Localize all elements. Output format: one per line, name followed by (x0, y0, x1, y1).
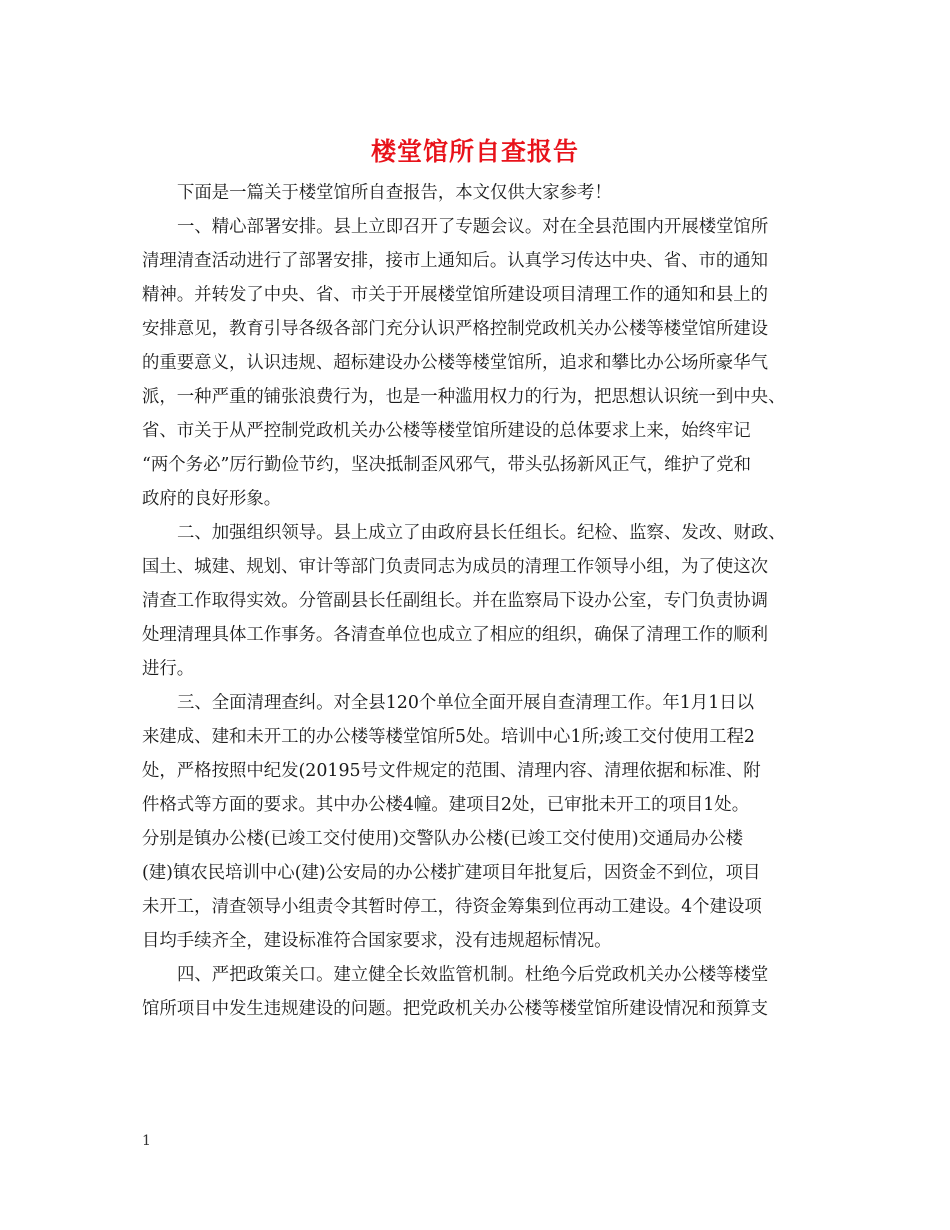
text-line: 馆所项目中发生违规建设的问题。把党政机关办公楼等楼堂馆所建设情况和预算支 (142, 999, 769, 1019)
text-line: 的重要意义，认识违规、超标建设办公楼等楼堂馆所，追求和攀比办公场所豪华气 (142, 353, 769, 373)
text-line: 分别是镇办公楼(已竣工交付使用)交警队办公楼(已竣工交付使用)交通局办公楼 (142, 829, 744, 849)
text-line: 二、加强组织领导。县上成立了由政府县长任组长。纪检、监察、发改、财政、 (177, 523, 786, 543)
text-line: 省、市关于从严控制党政机关办公楼等楼堂馆所建设的总体要求上来，始终牢记 (142, 421, 751, 441)
text-line: 目均手续齐全，建设标准符合国家要求，没有违规超标情况。 (142, 931, 612, 951)
text-line: 三、全面清理查纠。对全县120个单位全面开展自查清理工作。年1月1日以 (177, 693, 755, 713)
page-number: 1 (142, 1133, 151, 1149)
text-line: 未开工，清查领导小组责令其暂时停工，待资金筹集到位再动工建设。4个建设项 (142, 897, 762, 917)
text-line: 派，一种严重的铺张浪费行为，也是一种滥用权力的行为，把思想认识统一到中央、 (142, 387, 786, 407)
text-line: 件格式等方面的要求。其中办公楼4幢。建项目2处，已审批未开工的项目1处。 (142, 795, 750, 815)
text-line: 政府的良好形象。 (142, 489, 282, 509)
text-line: 精神。并转发了中央、省、市关于开展楼堂馆所建设项目清理工作的通知和县上的 (142, 285, 769, 305)
text-line: 清理清查活动进行了部署安排，接市上通知后。认真学习传达中央、省、市的通知 (142, 251, 769, 271)
text-line: 来建成、建和未开工的办公楼等楼堂馆所5处。培训中心1所;竣工交付使用工程2 (142, 727, 755, 747)
text-line: 安排意见，教育引导各级各部门充分认识严格控制党政机关办公楼等楼堂馆所建设 (142, 319, 769, 339)
text-line: 进行。 (142, 659, 195, 679)
text-line: (建)镇农民培训中心(建)公安局的办公楼扩建项目年批复后，因资金不到位，项目 (142, 863, 761, 883)
text-line: 四、严把政策关口。建立健全长效监管机制。杜绝今后党政机关办公楼等楼堂 (177, 965, 769, 985)
text-line: 国土、城建、规划、审计等部门负责同志为成员的清理工作领导小组，为了使这次 (142, 557, 769, 577)
text-line: 处理清理具体工作事务。各清查单位也成立了相应的组织，确保了清理工作的顺利 (142, 625, 769, 645)
text-line: 处，严格按照中纪发(20195号文件规定的范围、清理内容、清理依据和标准、附 (142, 761, 761, 781)
text-line: 清查工作取得实效。分管副县长任副组长。并在监察局下设办公室，专门负责协调 (142, 591, 769, 611)
document-title: 楼堂馆所自查报告 (370, 137, 579, 166)
text-line: 一、精心部署安排。县上立即召开了专题会议。对在全县范围内开展楼堂馆所 (177, 217, 769, 237)
text-line: 下面是一篇关于楼堂馆所自查报告，本文仅供大家参考！ (177, 183, 612, 203)
text-line: “两个务必”厉行勤俭节约，坚决抵制歪风邪气，带头弘扬新风正气，维护了党和 (142, 455, 752, 475)
